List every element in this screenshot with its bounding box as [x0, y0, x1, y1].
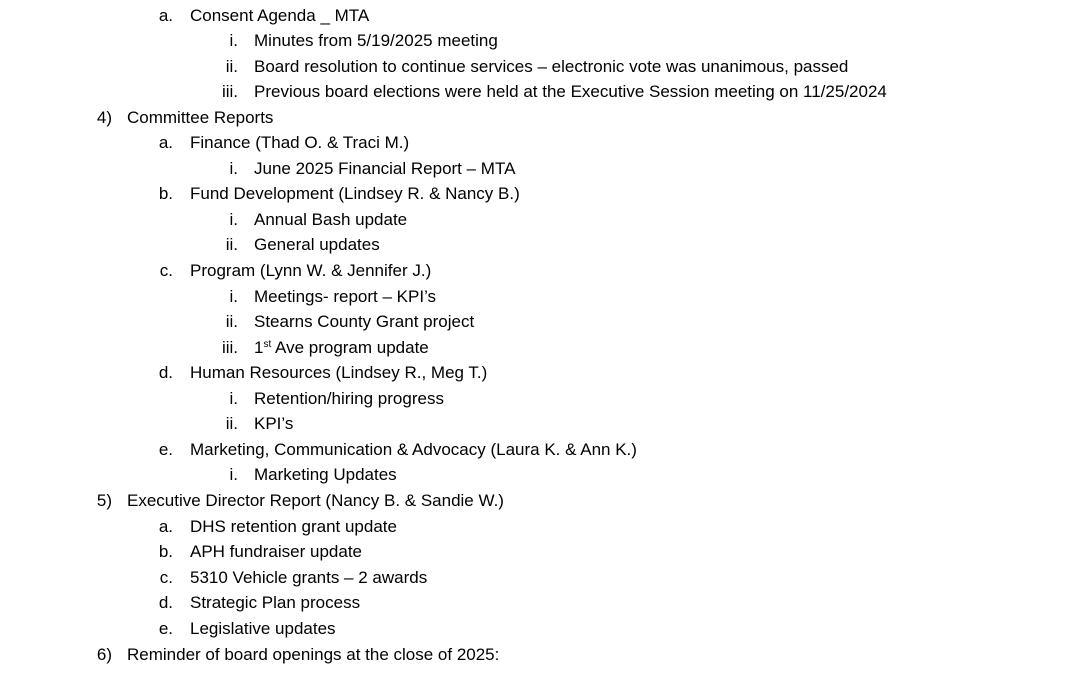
list-marker: iii.	[221, 338, 238, 357]
list-item-label: General updates	[254, 235, 380, 254]
list-item-label: Annual Bash update	[254, 210, 408, 229]
list-item-label: Previous board elections were held at the Executive Session meeting on 11/25/2024	[254, 82, 887, 101]
list-item-label: APH fundraiser update	[190, 542, 362, 561]
list-marker: ii.	[225, 235, 238, 254]
ordinal-rest: Ave program update	[271, 338, 429, 357]
list-item-label: Retention/hiring progress	[254, 389, 444, 408]
section-title: Committee Reports	[127, 108, 274, 127]
list-marker: iii.	[221, 82, 238, 101]
list-item-label: Marketing Updates	[254, 465, 397, 484]
list-item-label: KPI’s	[254, 414, 294, 433]
list-marker: e.	[158, 440, 173, 459]
section-number: 4)	[96, 108, 112, 127]
list-marker: e.	[158, 619, 173, 638]
list-item-label: Strategic Plan process	[190, 593, 361, 612]
list-marker: b.	[158, 184, 173, 203]
list-item-label: 5310 Vehicle grants – 2 awards	[190, 568, 428, 587]
list-item-label: Legislative updates	[190, 619, 336, 638]
list-item-label: Minutes from 5/19/2025 meeting	[254, 31, 498, 50]
list-marker: i.	[229, 287, 238, 306]
list-marker: c.	[159, 261, 173, 280]
list-marker: ii.	[225, 57, 238, 76]
list-marker: ii.	[225, 312, 238, 331]
section-title: Reminder of board openings at the close of 2025:	[127, 645, 500, 664]
list-marker: d.	[158, 363, 173, 382]
list-item-label: Fund Development (Lindsey R. & Nancy B.)	[190, 184, 520, 203]
list-item-label: Meetings- report – KPI’s	[254, 287, 437, 306]
section-number: 6)	[96, 645, 112, 664]
list-item-label: Consent Agenda _ MTA	[190, 6, 370, 25]
list-marker: c.	[159, 568, 173, 587]
list-marker: b.	[158, 542, 173, 561]
list-item-label: Stearns County Grant project	[254, 312, 475, 331]
list-item-label: DHS retention grant update	[190, 517, 397, 536]
ordinal-suffix: st	[263, 339, 272, 350]
list-marker: a.	[158, 6, 173, 25]
list-item-label: Finance (Thad O. & Traci M.)	[190, 133, 410, 152]
list-item-label: Marketing, Communication & Advocacy (Laura K. & Ann K.)	[190, 440, 637, 459]
list-marker: i.	[229, 31, 238, 50]
list-item-label: June 2025 Financial Report – MTA	[254, 159, 516, 178]
list-marker: a.	[158, 133, 173, 152]
list-marker: d.	[158, 593, 173, 612]
list-item-label	[254, 338, 429, 358]
list-marker: i.	[229, 389, 238, 408]
list-item-label: Board resolution to continue services – electronic vote was unanimous, passed	[254, 57, 849, 76]
section-number: 5)	[96, 491, 112, 510]
section-title: Executive Director Report (Nancy B. & Sandie W.)	[127, 491, 504, 510]
list-item-label: Human Resources (Lindsey R., Meg T.)	[190, 363, 488, 382]
ordinal-number: 1	[254, 338, 264, 357]
list-marker: ii.	[225, 414, 238, 433]
list-marker: i.	[229, 210, 238, 229]
list-marker: i.	[229, 465, 238, 484]
list-marker: a.	[158, 517, 173, 536]
list-item-label: Program (Lynn W. & Jennifer J.)	[190, 261, 432, 280]
list-marker: i.	[229, 159, 238, 178]
